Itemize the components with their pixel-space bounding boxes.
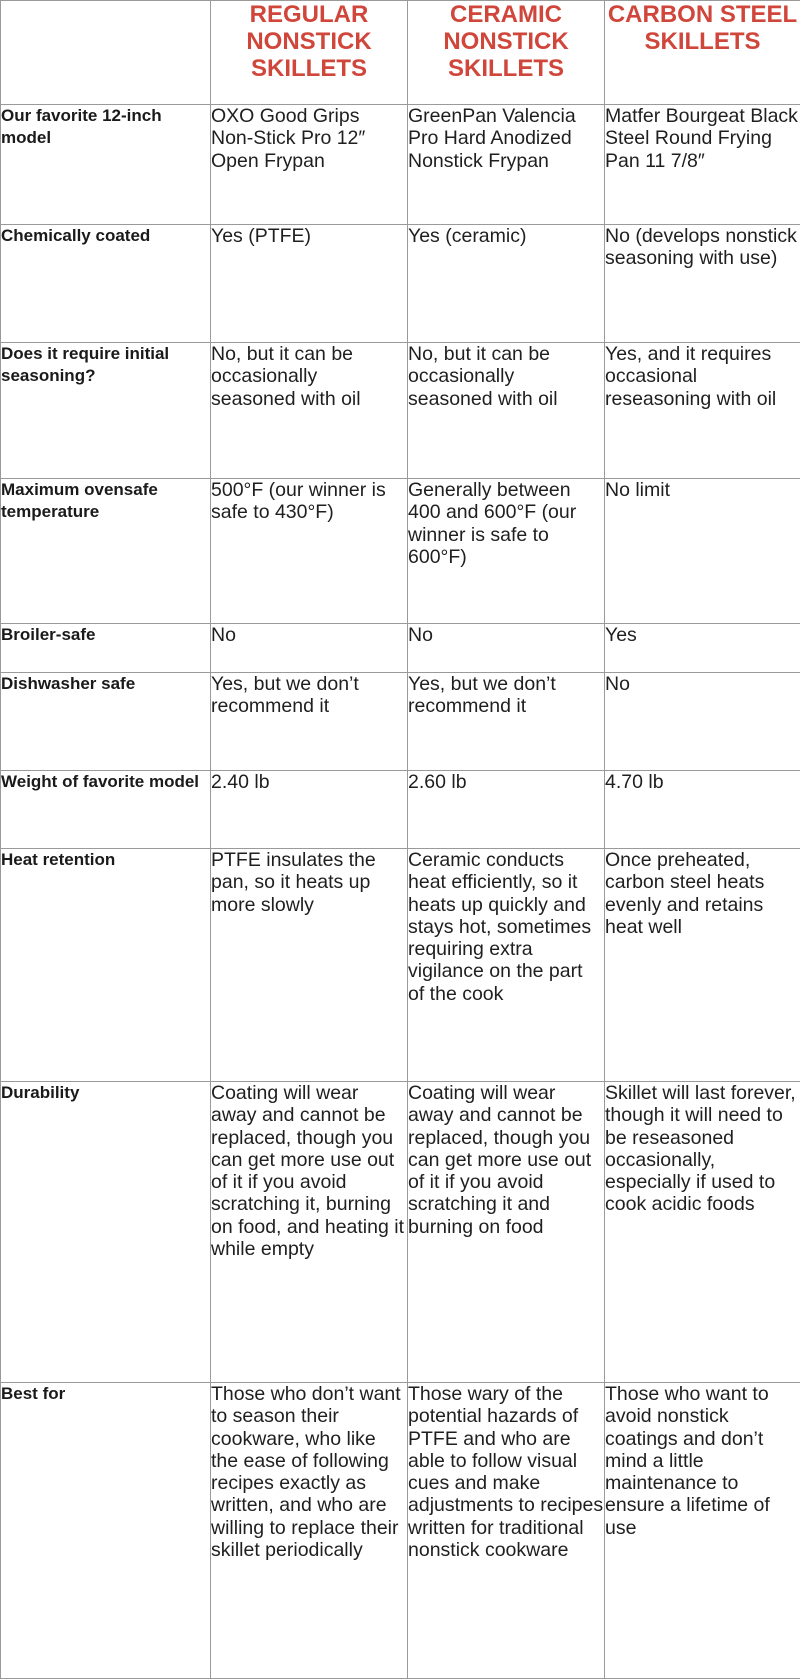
- row-label: Chemically coated: [1, 225, 211, 343]
- row-label: Does it require initial seasoning?: [1, 343, 211, 479]
- row-label: Our favorite 12-inch model: [1, 105, 211, 225]
- cell-regular: Yes (PTFE): [211, 225, 408, 343]
- row-label: Maximum ovensafe temperature: [1, 479, 211, 624]
- cell-regular: Coating will wear away and cannot be replaced, though you can get more use out of it if you avoid scratching it, burning on food, and heating it while empty: [211, 1082, 408, 1383]
- cell-regular: No: [211, 624, 408, 673]
- cell-carbon: Yes: [605, 624, 800, 673]
- column-header-ceramic-nonstick: CERAMIC NONSTICK SKILLETS: [408, 1, 605, 105]
- cell-carbon: Those who want to avoid nonstick coatings and don’t mind a little maintenance to ensure a lifetime of use: [605, 1383, 800, 1679]
- cell-ceramic: Ceramic conducts heat efficiently, so it heats up quickly and stays hot, sometimes requiring extra vigilance on the part of the cook: [408, 849, 605, 1082]
- cell-ceramic: GreenPan Valencia Pro Hard Anodized Nonstick Frypan: [408, 105, 605, 225]
- cell-carbon: 4.70 lb: [605, 771, 800, 849]
- cell-ceramic: Yes (ceramic): [408, 225, 605, 343]
- cell-regular: No, but it can be occasionally seasoned with oil: [211, 343, 408, 479]
- row-label: Durability: [1, 1082, 211, 1383]
- cell-carbon: Matfer Bourgeat Black Steel Round Frying Pan 11 7/8″: [605, 105, 800, 225]
- cell-ceramic: 2.60 lb: [408, 771, 605, 849]
- cell-regular: Those who don’t want to season their cookware, who like the ease of following recipes exactly as written, and who are willing to replace their skillet periodically: [211, 1383, 408, 1679]
- cell-regular: 2.40 lb: [211, 771, 408, 849]
- header-row: [1, 1, 800, 105]
- cell-ceramic: Yes, but we don’t recommend it: [408, 673, 605, 771]
- row-best-for: [1, 1383, 800, 1679]
- row-initial-seasoning: [1, 343, 800, 479]
- cell-regular: Yes, but we don’t recommend it: [211, 673, 408, 771]
- cell-carbon: No (develops nonstick seasoning with use): [605, 225, 800, 343]
- row-favorite-model: [1, 105, 800, 225]
- row-label: Broiler-safe: [1, 624, 211, 673]
- row-durability: [1, 1082, 800, 1383]
- cell-carbon: No: [605, 673, 800, 771]
- cell-regular: OXO Good Grips Non-Stick Pro 12″ Open Frypan: [211, 105, 408, 225]
- column-header-carbon-steel: CARBON STEEL SKILLETS: [605, 1, 800, 105]
- cell-ceramic: No, but it can be occasionally seasoned with oil: [408, 343, 605, 479]
- corner-cell: [1, 1, 211, 105]
- cell-carbon: Skillet will last forever, though it will need to be reseasoned occasionally, especially if used to cook acidic foods: [605, 1082, 800, 1383]
- row-oven-temperature: [1, 479, 800, 624]
- cell-ceramic: No: [408, 624, 605, 673]
- cell-ceramic: Those wary of the potential hazards of PTFE and who are able to follow visual cues and make adjustments to recipes written for traditional nonstick cookware: [408, 1383, 605, 1679]
- cell-ceramic: Generally between 400 and 600°F (our winner is safe to 600°F): [408, 479, 605, 624]
- row-weight: [1, 771, 800, 849]
- cell-regular: PTFE insulates the pan, so it heats up more slowly: [211, 849, 408, 1082]
- column-header-regular-nonstick: REGULAR NONSTICK SKILLETS: [211, 1, 408, 105]
- cell-ceramic: Coating will wear away and cannot be replaced, though you can get more use out of it if you avoid scratching it and burning on food: [408, 1082, 605, 1383]
- cell-carbon: Yes, and it requires occasional reseasoning with oil: [605, 343, 800, 479]
- row-dishwasher-safe: [1, 673, 800, 771]
- cell-carbon: No limit: [605, 479, 800, 624]
- row-chemically-coated: [1, 225, 800, 343]
- cell-regular: 500°F (our winner is safe to 430°F): [211, 479, 408, 624]
- cell-carbon: Once preheated, carbon steel heats evenly and retains heat well: [605, 849, 800, 1082]
- row-broiler-safe: [1, 624, 800, 673]
- row-label: Dishwasher safe: [1, 673, 211, 771]
- row-label: Weight of favorite model: [1, 771, 211, 849]
- row-heat-retention: [1, 849, 800, 1082]
- row-label: Heat retention: [1, 849, 211, 1082]
- row-label: Best for: [1, 1383, 211, 1679]
